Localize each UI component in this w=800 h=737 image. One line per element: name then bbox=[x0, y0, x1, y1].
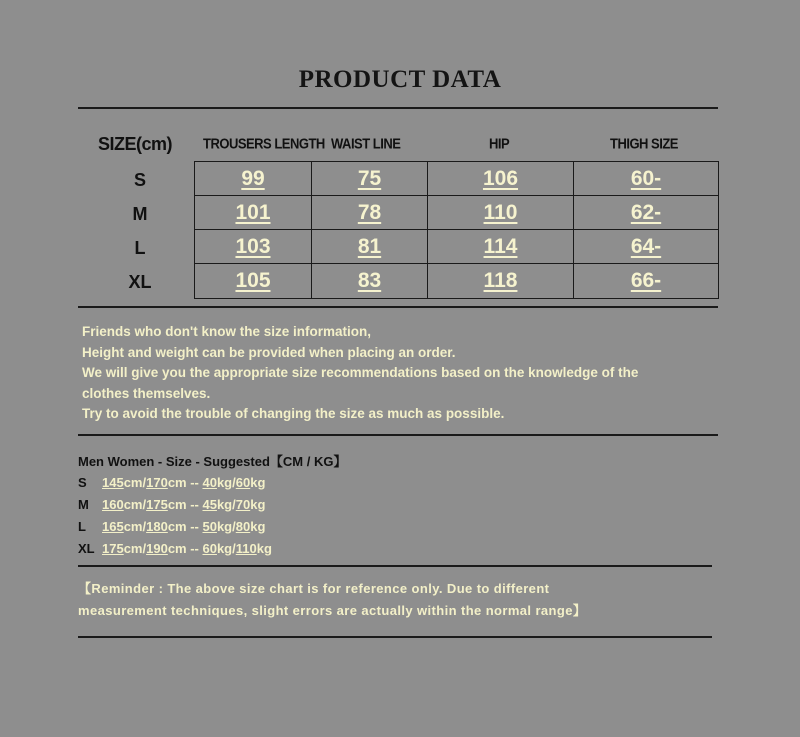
suggest-row-s: S 145cm/170cm -- 40kg/60kg bbox=[78, 475, 266, 490]
col-header-hip: HIP bbox=[489, 134, 510, 153]
weight-max: 110 bbox=[235, 541, 257, 556]
suggest-label: L bbox=[78, 519, 86, 534]
weight-max: 60 bbox=[235, 475, 251, 490]
suggest-title: Men Women - Size - Suggested【CM / KG】 bbox=[78, 454, 347, 469]
note-line: Try to avoid the trouble of changing the size as much as possible. bbox=[82, 406, 505, 421]
cell-value: 101 bbox=[235, 200, 271, 224]
divider-under-note bbox=[78, 434, 718, 436]
cell-value: 99 bbox=[241, 166, 265, 190]
col-header-thigh-size: THIGH SIZE bbox=[610, 134, 678, 153]
col-header-trousers-length: TROUSERS LENGTH bbox=[203, 134, 325, 153]
weight-max: 70 bbox=[235, 497, 251, 512]
size-header: SIZE(cm) bbox=[98, 134, 173, 154]
height-max: 170 bbox=[146, 475, 168, 490]
table-cell bbox=[194, 263, 312, 299]
cell-value: 60- bbox=[630, 166, 662, 190]
table-cell bbox=[573, 229, 719, 264]
cell-value: 110 bbox=[483, 200, 518, 224]
height-min: 160 bbox=[102, 497, 124, 512]
height-min: 145 bbox=[102, 475, 124, 490]
row-label-s: S bbox=[133, 170, 146, 190]
height-min: 165 bbox=[102, 519, 124, 534]
cell-value: 64- bbox=[630, 234, 662, 258]
table-cell bbox=[311, 195, 428, 230]
suggest-row-m: M 160cm/175cm -- 45kg/70kg bbox=[78, 497, 266, 512]
cell-value: 114 bbox=[483, 234, 518, 258]
table-cell bbox=[311, 263, 428, 299]
table-cell bbox=[573, 263, 719, 299]
weight-min: 50 bbox=[202, 519, 217, 534]
suggest-row-l: L 165cm/180cm -- 50kg/80kg bbox=[78, 519, 266, 534]
table-cell bbox=[427, 195, 574, 230]
col-header-waist-line: WAIST LINE bbox=[331, 134, 401, 153]
row-label-xl: XL bbox=[128, 272, 152, 292]
weight-max: 80 bbox=[235, 519, 251, 534]
weight-min: 45 bbox=[202, 497, 217, 512]
reminder-line: 【Reminder : The above size chart is for reference only. Due to different bbox=[78, 581, 550, 596]
height-max: 190 bbox=[146, 541, 168, 556]
suggest-label: M bbox=[78, 497, 89, 512]
cell-value: 66- bbox=[630, 269, 662, 292]
suggest-label: S bbox=[78, 475, 87, 490]
divider-top bbox=[78, 107, 718, 109]
weight-min: 60 bbox=[202, 541, 217, 556]
cell-value: 105 bbox=[235, 269, 271, 292]
table-cell bbox=[311, 229, 428, 264]
divider-above-reminder bbox=[78, 565, 712, 567]
row-label-m: M bbox=[132, 204, 148, 224]
table-cell bbox=[573, 161, 719, 196]
table-cell bbox=[427, 161, 574, 196]
weight-min: 40 bbox=[202, 475, 217, 490]
divider-bottom bbox=[78, 636, 712, 638]
row-label-l: L bbox=[134, 238, 146, 258]
suggest-label: XL bbox=[78, 541, 95, 556]
page-title: PRODUCT DATA bbox=[298, 66, 502, 93]
table-cell bbox=[427, 263, 574, 299]
divider-under-table bbox=[78, 306, 718, 308]
cell-value: 83 bbox=[357, 269, 382, 292]
suggest-row-xl: XL 175cm/190cm -- 60kg/110kg bbox=[78, 541, 272, 556]
height-max: 180 bbox=[146, 519, 168, 534]
cell-value: 78 bbox=[357, 200, 382, 224]
cell-value: 81 bbox=[357, 234, 382, 258]
height-min: 175 bbox=[102, 541, 124, 556]
reminder-note bbox=[78, 578, 718, 622]
cell-value: 103 bbox=[235, 234, 271, 258]
height-max: 175 bbox=[146, 497, 168, 512]
size-advice-note bbox=[82, 322, 722, 425]
table-cell bbox=[427, 229, 574, 264]
table-cell bbox=[194, 161, 312, 196]
reminder-line: measurement techniques, slight errors are actually within the normal range】 bbox=[78, 603, 587, 618]
note-line: Height and weight can be provided when placing an order. bbox=[82, 344, 456, 360]
note-line: clothes themselves. bbox=[82, 385, 211, 401]
note-line: Friends who don't know the size information, bbox=[82, 324, 371, 339]
table-cell bbox=[194, 195, 312, 230]
note-line: We will give you the appropriate size recommendations based on the knowledge of the bbox=[82, 365, 639, 380]
cell-value: 118 bbox=[483, 269, 518, 292]
cell-value: 106 bbox=[482, 166, 519, 190]
cell-value: 75 bbox=[357, 166, 382, 190]
cell-value: 62- bbox=[630, 200, 662, 224]
table-cell bbox=[311, 161, 428, 196]
table-cell bbox=[194, 229, 312, 264]
table-cell bbox=[573, 195, 719, 230]
